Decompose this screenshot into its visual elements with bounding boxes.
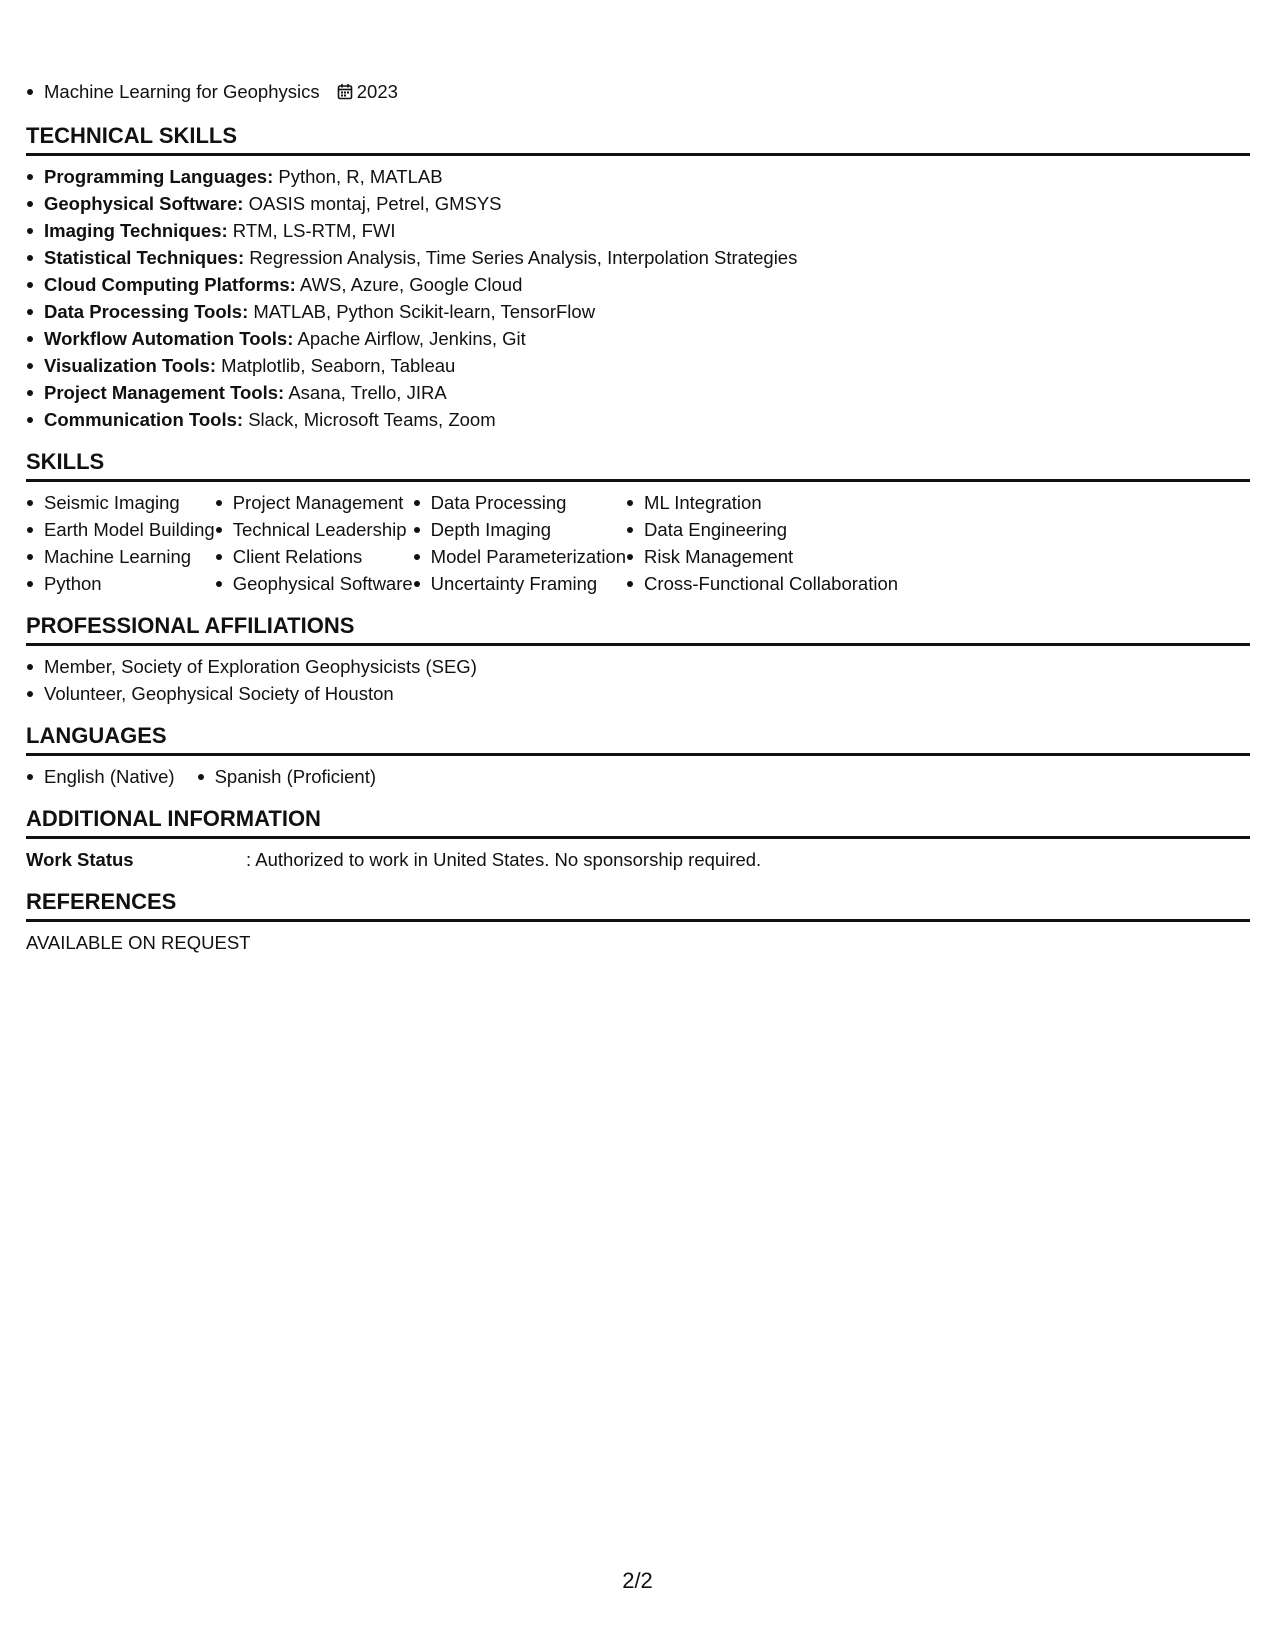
skill-item: Project Management bbox=[215, 489, 413, 516]
section-title-affiliations: PROFESSIONAL AFFILIATIONS bbox=[26, 613, 1250, 646]
skill-values: Python, R, MATLAB bbox=[278, 166, 443, 187]
skill-category: Geophysical Software: bbox=[44, 193, 244, 214]
skill-item: Machine Learning bbox=[26, 543, 215, 570]
technical-skill-item bbox=[26, 298, 1250, 325]
work-status-value: : Authorized to work in United States. No sponsorship required. bbox=[246, 849, 762, 870]
work-status-row bbox=[26, 846, 1250, 873]
skill-category: Statistical Techniques: bbox=[44, 247, 245, 268]
technical-skill-item bbox=[26, 271, 1250, 298]
technical-skill-item bbox=[26, 244, 1250, 271]
technical-skill-item bbox=[26, 163, 1250, 190]
skill-item: Cross-Functional Collaboration bbox=[626, 570, 898, 597]
skill-values: MATLAB, Python Scikit-learn, TensorFlow bbox=[253, 301, 596, 322]
skills-column bbox=[215, 489, 413, 597]
section-title-languages: LANGUAGES bbox=[26, 723, 1250, 756]
technical-skill-item bbox=[26, 352, 1250, 379]
skill-item: Uncertainty Framing bbox=[413, 570, 626, 597]
affiliations-section bbox=[26, 613, 1250, 707]
skill-item: Client Relations bbox=[215, 543, 413, 570]
skill-item: Geophysical Software bbox=[215, 570, 413, 597]
section-title-skills: SKILLS bbox=[26, 449, 1250, 482]
skill-item: Seismic Imaging bbox=[26, 489, 215, 516]
work-status-label: Work Status bbox=[26, 849, 134, 870]
page-number: 2/2 bbox=[622, 1568, 653, 1593]
section-title-technical-skills: TECHNICAL SKILLS bbox=[26, 123, 1250, 156]
technical-skill-item bbox=[26, 406, 1250, 433]
skill-category: Workflow Automation Tools: bbox=[44, 328, 294, 349]
technical-skill-item bbox=[26, 217, 1250, 244]
certification-item bbox=[26, 78, 1250, 107]
skill-values: Apache Airflow, Jenkins, Git bbox=[297, 328, 526, 349]
skill-category: Project Management Tools: bbox=[44, 382, 285, 403]
skills-grid bbox=[26, 489, 1250, 597]
languages-section bbox=[26, 723, 1250, 790]
skill-values: Matplotlib, Seaborn, Tableau bbox=[221, 355, 456, 376]
skill-item: Technical Leadership bbox=[215, 516, 413, 543]
skill-item: Python bbox=[26, 570, 215, 597]
skill-values: Asana, Trello, JIRA bbox=[288, 382, 447, 403]
skills-section bbox=[26, 449, 1250, 597]
skill-category: Programming Languages: bbox=[44, 166, 274, 187]
technical-skill-item bbox=[26, 190, 1250, 217]
skill-values: AWS, Azure, Google Cloud bbox=[299, 274, 523, 295]
skill-values: Regression Analysis, Time Series Analysis, Interpolation Strategies bbox=[249, 247, 798, 268]
skill-category: Communication Tools: bbox=[44, 409, 244, 430]
skill-values: Slack, Microsoft Teams, Zoom bbox=[248, 409, 496, 430]
skill-item: Data Processing bbox=[413, 489, 626, 516]
references-text: AVAILABLE ON REQUEST bbox=[26, 932, 251, 953]
skills-column bbox=[413, 489, 626, 597]
section-title-additional-information: ADDITIONAL INFORMATION bbox=[26, 806, 1250, 839]
technical-skills-section bbox=[26, 123, 1250, 433]
technical-skills-list bbox=[26, 163, 1250, 433]
skills-column bbox=[626, 489, 898, 597]
skill-item: Model Parameterization bbox=[413, 543, 626, 570]
additional-information-section bbox=[26, 806, 1250, 873]
language-item: English (Native) bbox=[26, 763, 175, 790]
affiliations-list bbox=[26, 653, 1250, 707]
skill-item: ML Integration bbox=[626, 489, 898, 516]
skill-category: Cloud Computing Platforms: bbox=[44, 274, 296, 295]
technical-skill-item bbox=[26, 325, 1250, 352]
references-section bbox=[26, 889, 1250, 956]
certifications-list bbox=[26, 78, 1250, 107]
skill-item: Earth Model Building bbox=[26, 516, 215, 543]
affiliation-item: Volunteer, Geophysical Society of Houston bbox=[26, 680, 1250, 707]
skill-item: Risk Management bbox=[626, 543, 898, 570]
skill-item: Data Engineering bbox=[626, 516, 898, 543]
calendar-icon bbox=[337, 80, 353, 107]
technical-skill-item bbox=[26, 379, 1250, 406]
skills-column bbox=[26, 489, 215, 597]
certification-year: 2023 bbox=[356, 81, 398, 102]
skill-category: Data Processing Tools: bbox=[44, 301, 249, 322]
skill-category: Visualization Tools: bbox=[44, 355, 217, 376]
skill-values: RTM, LS-RTM, FWI bbox=[232, 220, 396, 241]
language-item: Spanish (Proficient) bbox=[197, 763, 376, 790]
affiliation-item: Member, Society of Exploration Geophysicists (SEG) bbox=[26, 653, 1250, 680]
skill-category: Imaging Techniques: bbox=[44, 220, 228, 241]
skill-values: OASIS montaj, Petrel, GMSYS bbox=[248, 193, 502, 214]
skill-item: Depth Imaging bbox=[413, 516, 626, 543]
certification-name: Machine Learning for Geophysics bbox=[44, 81, 320, 102]
languages-list bbox=[26, 763, 1250, 790]
resume-page bbox=[26, 78, 1250, 956]
section-title-references: REFERENCES bbox=[26, 889, 1250, 922]
